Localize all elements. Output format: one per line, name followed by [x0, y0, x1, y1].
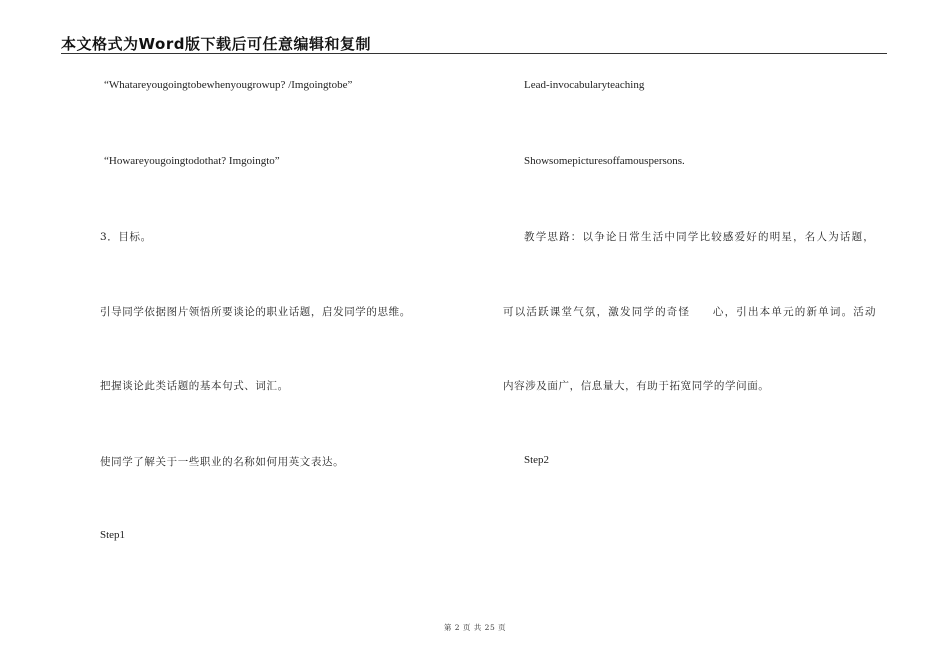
left-line-2: “Howareyougoingtodothat? Imgoingto” — [104, 155, 280, 167]
page-number: 第 2 页 共 25 页 — [443, 623, 507, 632]
header-title: 本文格式为Word版下载后可任意编辑和复制 — [61, 35, 371, 53]
left-line-3: 3．目标。 — [100, 231, 152, 243]
right-line-6: Step2 — [524, 454, 550, 466]
header-rule — [61, 53, 887, 54]
right-line-1: Lead-invocabularyteaching — [524, 79, 645, 91]
right-line-5: 内容涉及面广，信息量大，有助于拓宽同学的学问面。 — [503, 380, 770, 392]
left-line-4: 引导同学依据图片领悟所要谈论的职业话题，启发同学的思维。 — [100, 306, 411, 318]
right-line-2: Showsomepicturesoffamouspersons. — [524, 155, 685, 167]
left-line-5: 把握谈论此类话题的基本句式、词汇。 — [100, 380, 289, 392]
right-line-4: 可以活跃课堂气氛，激发同学的奇怪 心，引出本单元的新单词。活动 — [503, 306, 877, 318]
left-line-7: Step1 — [100, 529, 126, 541]
left-line-6: 使同学了解关于一些职业的名称如何用英文表达。 — [100, 456, 345, 468]
right-line-3: 教学思路：以争论日常生活中同学比较感爱好的明星，名人为话题， — [524, 231, 875, 243]
left-line-1: “Whatareyougoingtobewhenyougrowup? /Imgoingtobe” — [104, 79, 353, 91]
